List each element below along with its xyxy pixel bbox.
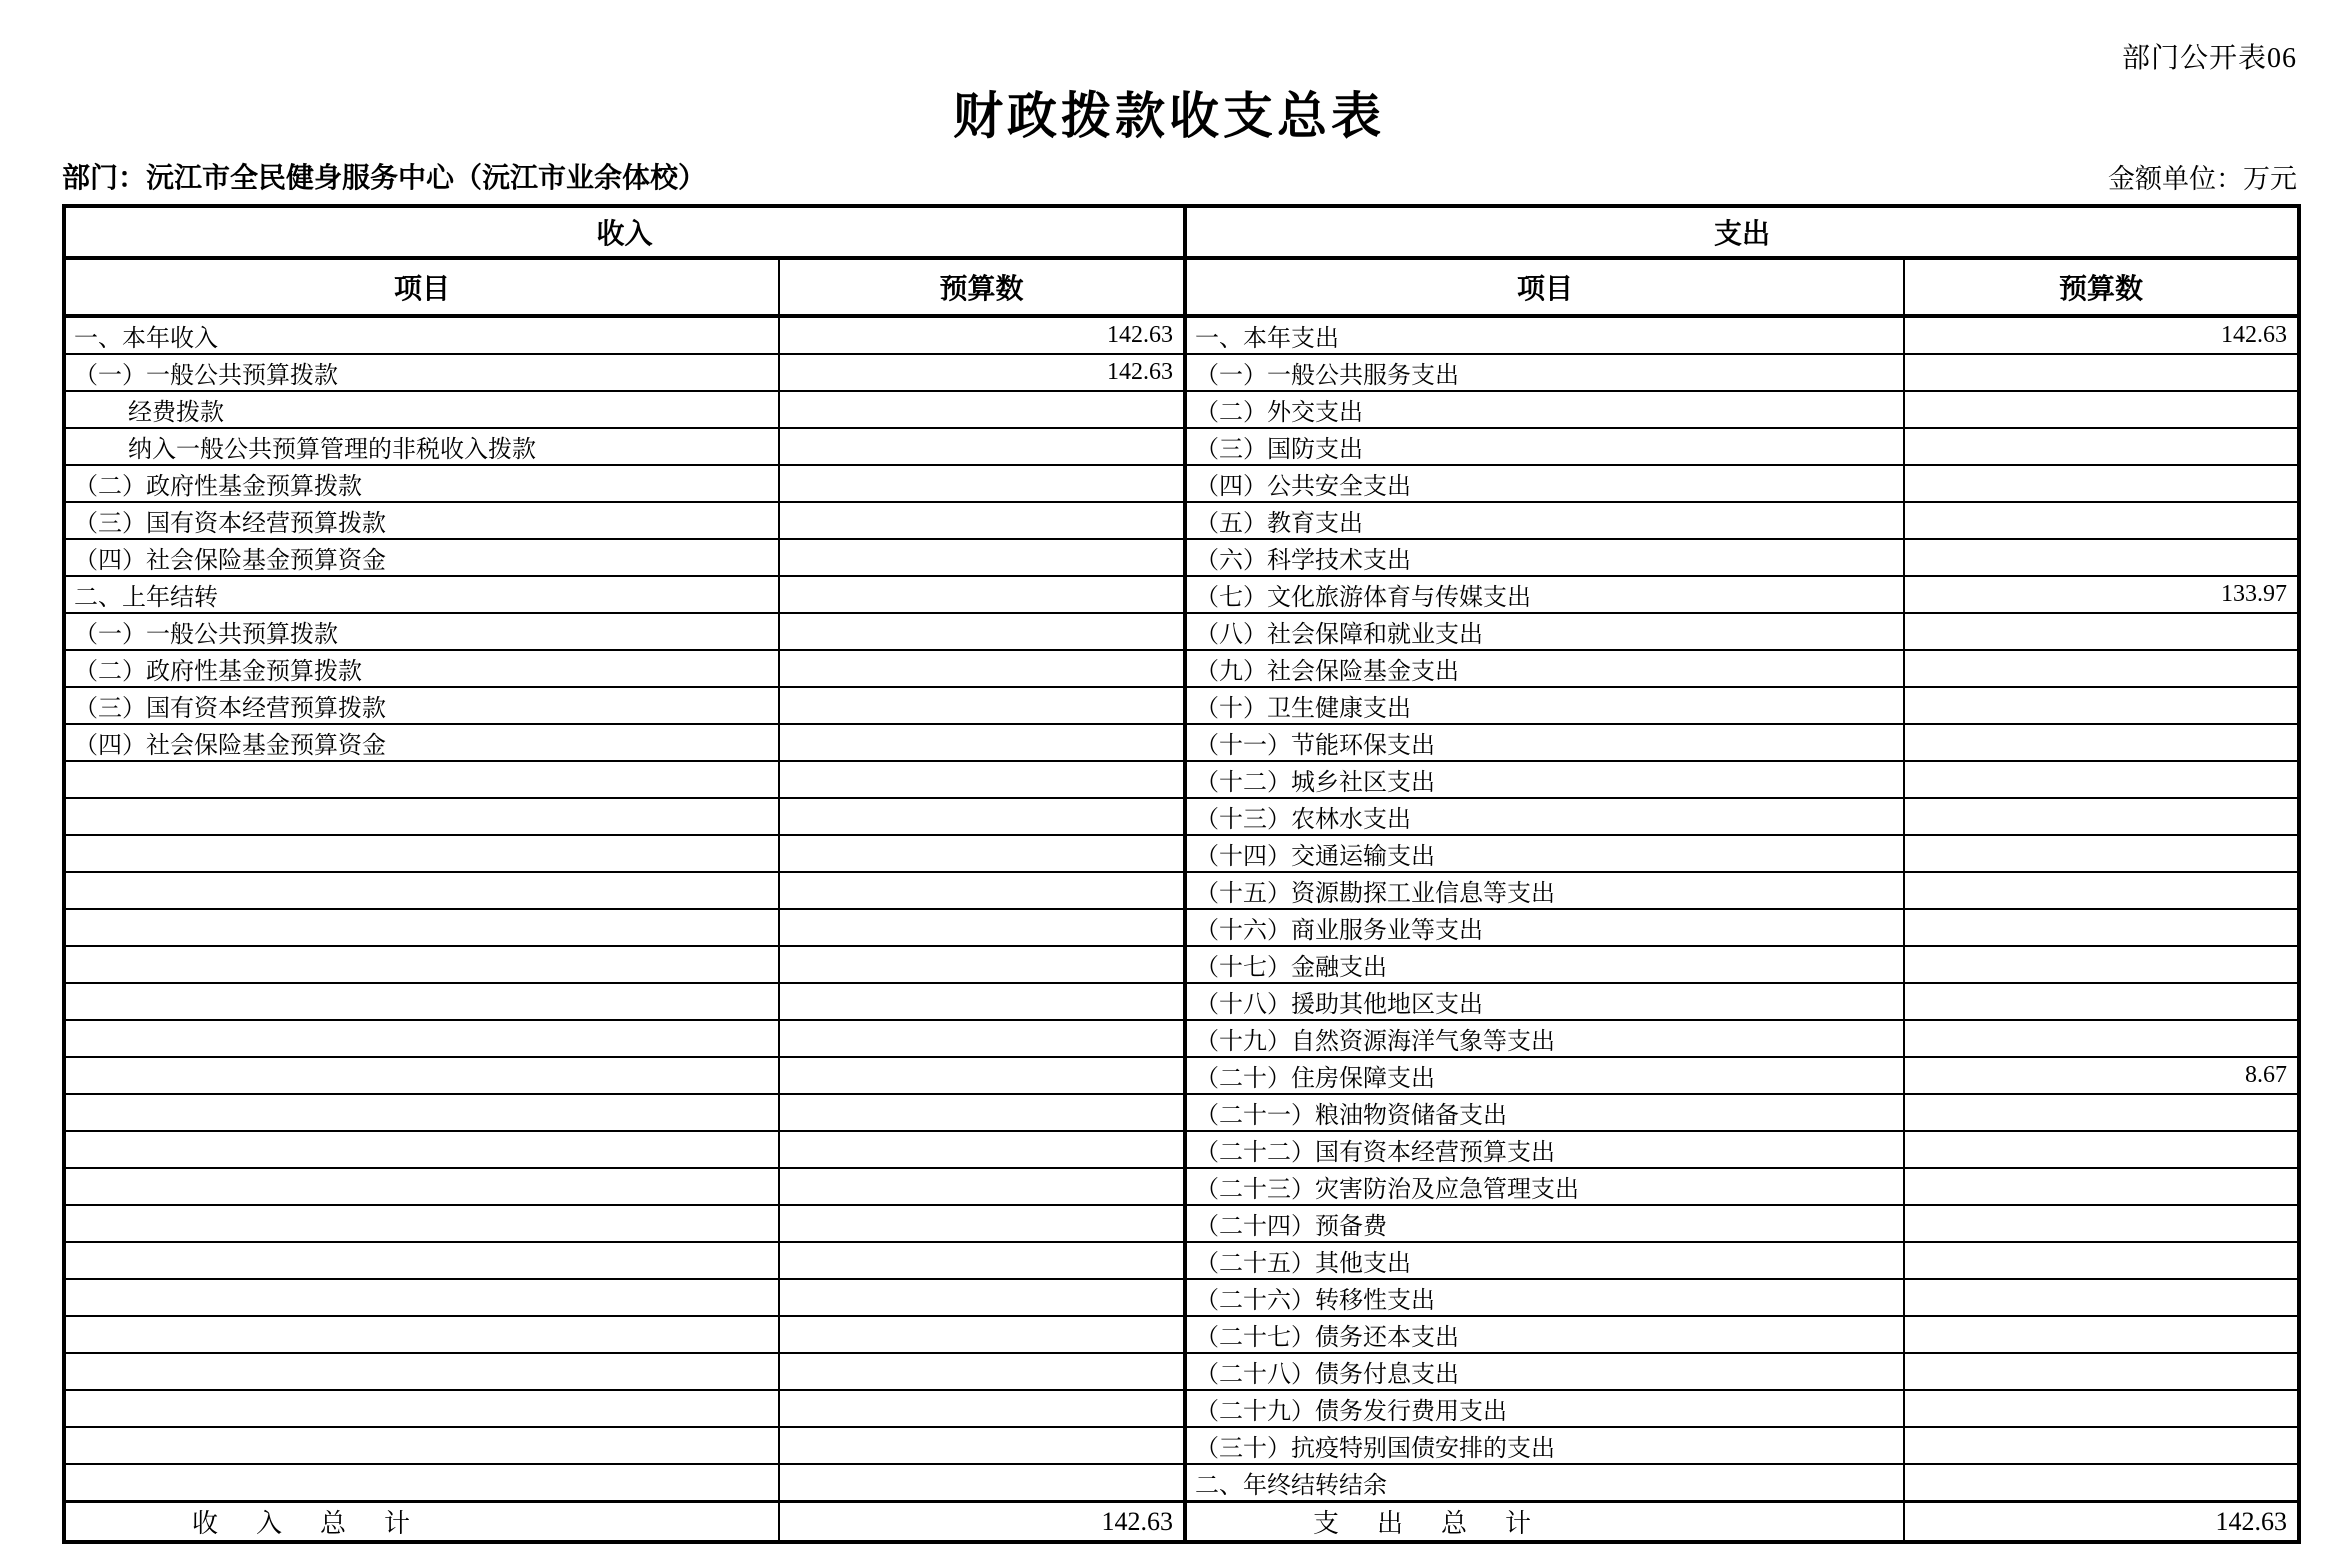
income-value-cell [779, 946, 1185, 983]
income-item-cell: （三）国有资本经营预算拨款 [64, 687, 779, 724]
expense-item-cell: 一、本年支出 [1185, 316, 1904, 354]
expense-value-cell [1904, 354, 2299, 391]
expense-value-cell [1904, 1427, 2299, 1464]
table-row [64, 798, 2299, 835]
income-value-cell [779, 1205, 1185, 1242]
page-title: 财政拨款收支总表 [953, 88, 1385, 144]
expense-value-cell [1904, 465, 2299, 502]
income-value-cell [779, 872, 1185, 909]
table-row [64, 835, 2299, 872]
expense-value-cell [1904, 761, 2299, 798]
table-row [64, 316, 2299, 354]
expense-value-cell [1904, 1131, 2299, 1168]
table-row [64, 983, 2299, 1020]
expense-item-cell: （十一）节能环保支出 [1185, 724, 1904, 761]
income-value-cell [779, 465, 1185, 502]
expense-item-cell: （三十）抗疫特别国债安排的支出 [1185, 1427, 1904, 1464]
expense-section-header: 支出 [1185, 206, 2299, 258]
expense-value-cell [1904, 391, 2299, 428]
expense-item-cell: （七）文化旅游体育与传媒支出 [1185, 576, 1904, 613]
expense-item-cell: （十八）援助其他地区支出 [1185, 983, 1904, 1020]
income-value-cell [779, 1316, 1185, 1353]
expense-value-cell [1904, 798, 2299, 835]
income-value-cell [779, 798, 1185, 835]
expense-value-cell [1904, 724, 2299, 761]
table-row [64, 1168, 2299, 1205]
expense-value-cell [1904, 1205, 2299, 1242]
expense-item-cell: （十五）资源勘探工业信息等支出 [1185, 872, 1904, 909]
income-value-cell [779, 391, 1185, 428]
expense-value-cell: 8.67 [1904, 1057, 2299, 1094]
expense-value-cell [1904, 1353, 2299, 1390]
expense-value-cell: 142.63 [1904, 316, 2299, 354]
income-item-cell [64, 872, 779, 909]
income-value-cell [779, 835, 1185, 872]
column-header-row [64, 258, 2299, 316]
income-item-cell [64, 835, 779, 872]
expense-value-cell [1904, 650, 2299, 687]
expense-item-cell: （二十四）预备费 [1185, 1205, 1904, 1242]
expense-value-cell [1904, 1168, 2299, 1205]
income-item-cell [64, 1316, 779, 1353]
income-item-cell: 二、上年结转 [64, 576, 779, 613]
expense-value-cell: 133.97 [1904, 576, 2299, 613]
expense-value-cell [1904, 909, 2299, 946]
income-item-cell [64, 1464, 779, 1502]
table-row [64, 354, 2299, 391]
expense-value-cell [1904, 1020, 2299, 1057]
income-item-cell: 经费拨款 [64, 391, 779, 428]
income-budget-header: 预算数 [779, 258, 1185, 316]
table-row [64, 465, 2299, 502]
expense-value-cell [1904, 1094, 2299, 1131]
income-value-cell [779, 1427, 1185, 1464]
expense-budget-header: 预算数 [1904, 258, 2299, 316]
table-row [64, 761, 2299, 798]
table-row [64, 946, 2299, 983]
expense-item-cell: （二十一）粮油物资储备支出 [1185, 1094, 1904, 1131]
income-item-cell: （二）政府性基金预算拨款 [64, 465, 779, 502]
income-value-cell [779, 1168, 1185, 1205]
income-item-cell: （一）一般公共预算拨款 [64, 354, 779, 391]
expense-item-cell: （十三）农林水支出 [1185, 798, 1904, 835]
expense-item-cell: 二、年终结转结余 [1185, 1464, 1904, 1502]
expense-item-cell: （二十五）其他支出 [1185, 1242, 1904, 1279]
expense-item-cell: （十九）自然资源海洋气象等支出 [1185, 1020, 1904, 1057]
income-item-header: 项目 [64, 258, 779, 316]
income-item-cell [64, 1353, 779, 1390]
table-row [64, 1353, 2299, 1390]
table-row [64, 1057, 2299, 1094]
income-item-cell: （二）政府性基金预算拨款 [64, 650, 779, 687]
income-value-cell [779, 909, 1185, 946]
income-value-cell [779, 1242, 1185, 1279]
income-item-cell: 纳入一般公共预算管理的非税收入拨款 [64, 428, 779, 465]
expense-value-cell [1904, 1390, 2299, 1427]
income-item-cell: （一）一般公共预算拨款 [64, 613, 779, 650]
expense-item-cell: （十七）金融支出 [1185, 946, 1904, 983]
income-value-cell [779, 539, 1185, 576]
income-item-cell [64, 1131, 779, 1168]
table-body [64, 316, 2299, 1502]
expense-item-cell: （二十三）灾害防治及应急管理支出 [1185, 1168, 1904, 1205]
income-section-header: 收入 [64, 206, 1185, 258]
income-value-cell [779, 687, 1185, 724]
income-value-cell [779, 576, 1185, 613]
income-value-cell [779, 1353, 1185, 1390]
expense-value-cell [1904, 502, 2299, 539]
income-item-cell: （三）国有资本经营预算拨款 [64, 502, 779, 539]
income-value-cell [779, 1057, 1185, 1094]
income-item-cell [64, 1205, 779, 1242]
income-value-cell [779, 428, 1185, 465]
expense-item-cell: （二十八）债务付息支出 [1185, 1353, 1904, 1390]
expense-item-cell: （十六）商业服务业等支出 [1185, 909, 1904, 946]
expense-item-cell: （五）教育支出 [1185, 502, 1904, 539]
expense-value-cell [1904, 1279, 2299, 1316]
expense-value-cell [1904, 946, 2299, 983]
income-value-cell [779, 983, 1185, 1020]
expense-item-cell: （二十六）转移性支出 [1185, 1279, 1904, 1316]
income-item-cell [64, 1390, 779, 1427]
unit-label: 金额单位：万元 [2108, 164, 2297, 194]
table-row [64, 1390, 2299, 1427]
expense-item-cell: （二十二）国有资本经营预算支出 [1185, 1131, 1904, 1168]
income-total-label: 收 入 总 计 [64, 1502, 779, 1543]
expense-value-cell [1904, 835, 2299, 872]
expense-value-cell [1904, 539, 2299, 576]
table-header [64, 206, 2299, 316]
income-item-cell [64, 946, 779, 983]
expense-total-label: 支 出 总 计 [1185, 1502, 1904, 1543]
expense-item-cell: （二十九）债务发行费用支出 [1185, 1390, 1904, 1427]
income-item-cell [64, 1057, 779, 1094]
table-total-body [64, 1502, 2299, 1543]
table-row [64, 909, 2299, 946]
expense-item-cell: （十）卫生健康支出 [1185, 687, 1904, 724]
table-row [64, 1094, 2299, 1131]
table-row [64, 613, 2299, 650]
table-row [64, 1020, 2299, 1057]
income-item-cell: 一、本年收入 [64, 316, 779, 354]
department-label: 部门：沅江市全民健身服务中心（沅江市业余体校） [62, 163, 707, 194]
expense-total-value: 142.63 [1904, 1502, 2299, 1543]
expense-item-cell: （十四）交通运输支出 [1185, 835, 1904, 872]
table-row [64, 428, 2299, 465]
budget-table [62, 204, 2301, 1544]
table-row [64, 1131, 2299, 1168]
income-item-cell [64, 1242, 779, 1279]
income-value-cell [779, 650, 1185, 687]
expense-item-cell: （二）外交支出 [1185, 391, 1904, 428]
income-item-cell [64, 1094, 779, 1131]
income-item-cell [64, 1168, 779, 1205]
income-value-cell [779, 1094, 1185, 1131]
expense-value-cell [1904, 1316, 2299, 1353]
income-item-cell [64, 1279, 779, 1316]
expense-value-cell [1904, 428, 2299, 465]
expense-item-cell: （九）社会保险基金支出 [1185, 650, 1904, 687]
table-row [64, 1205, 2299, 1242]
income-value-cell [779, 502, 1185, 539]
meta-row [62, 156, 2297, 196]
expense-value-cell [1904, 1242, 2299, 1279]
income-value-cell [779, 613, 1185, 650]
income-value-cell [779, 1020, 1185, 1057]
table-row [64, 872, 2299, 909]
income-value-cell: 142.63 [779, 354, 1185, 391]
expense-item-cell: （八）社会保障和就业支出 [1185, 613, 1904, 650]
income-item-cell [64, 909, 779, 946]
expense-value-cell [1904, 872, 2299, 909]
income-value-cell [779, 1279, 1185, 1316]
table-row [64, 650, 2299, 687]
expense-item-cell: （四）公共安全支出 [1185, 465, 1904, 502]
table-row [64, 724, 2299, 761]
income-value-cell [779, 1464, 1185, 1502]
income-item-cell [64, 1020, 779, 1057]
expense-item-cell: （三）国防支出 [1185, 428, 1904, 465]
income-item-cell [64, 1427, 779, 1464]
table-row [64, 1242, 2299, 1279]
income-value-cell [779, 1131, 1185, 1168]
expense-item-header: 项目 [1185, 258, 1904, 316]
table-row [64, 1464, 2299, 1502]
expense-item-cell: （十二）城乡社区支出 [1185, 761, 1904, 798]
income-item-cell: （四）社会保险基金预算资金 [64, 724, 779, 761]
income-value-cell: 142.63 [779, 316, 1185, 354]
income-value-cell [779, 724, 1185, 761]
expense-item-cell: （二十）住房保障支出 [1185, 1057, 1904, 1094]
section-header-row [64, 206, 2299, 258]
expense-value-cell [1904, 983, 2299, 1020]
expense-value-cell [1904, 613, 2299, 650]
total-row [64, 1502, 2299, 1543]
income-total-value: 142.63 [779, 1502, 1185, 1543]
expense-value-cell [1904, 687, 2299, 724]
document-label: 部门公开表06 [2121, 43, 2297, 74]
table-row [64, 687, 2299, 724]
income-value-cell [779, 761, 1185, 798]
income-item-cell [64, 798, 779, 835]
table-row [64, 1316, 2299, 1353]
income-item-cell [64, 761, 779, 798]
table-row [64, 539, 2299, 576]
expense-value-cell [1904, 1464, 2299, 1502]
table-row [64, 1427, 2299, 1464]
expense-item-cell: （六）科学技术支出 [1185, 539, 1904, 576]
income-item-cell: （四）社会保险基金预算资金 [64, 539, 779, 576]
table-row [64, 502, 2299, 539]
table-row [64, 391, 2299, 428]
income-value-cell [779, 1390, 1185, 1427]
expense-item-cell: （二十七）债务还本支出 [1185, 1316, 1904, 1353]
income-item-cell [64, 983, 779, 1020]
table-row [64, 1279, 2299, 1316]
expense-item-cell: （一）一般公共服务支出 [1185, 354, 1904, 391]
table-row [64, 576, 2299, 613]
